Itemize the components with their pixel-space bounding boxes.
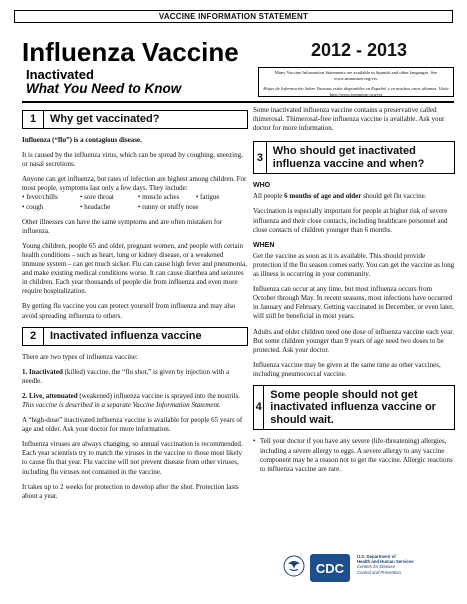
- symptom-item: • sore throat: [79, 193, 114, 202]
- symptom-item: • runny or stuffy nose: [137, 202, 199, 211]
- section-2-paragraph: It takes up to 2 weeks for protection to develop after the shot. Protection lasts about a year.: [22, 482, 239, 500]
- hhs-line: Health and Human Services: [357, 559, 414, 565]
- section-1-paragraph: Young children, people 65 and older, pregnant women, and people with certain health conditions – such as heart, lung or kidney disease, or a weakened immune system – can get much sicker. Flu can cause high fever and pneumonia, and make existing medical conditions worse. It can cause diarrhea and seizures in children. Each year thousands of people die from influenza and even more require hospitalization.: [22, 241, 247, 296]
- section-4-heading: [253, 385, 455, 431]
- when-paragraph: Influenza can occur at any time, but most influenza occurs from October through May. In recent seasons, most infections have occurred in January and February. Getting vaccinated in December, or even later, will still be beneficial in most years.: [253, 285, 454, 321]
- vaccine-type-2: [22, 392, 248, 410]
- section-2-paragraph: Influenza viruses are always changing, so annual vaccination is recommended. Each year scientists try to match the viruses in the vaccine to those most likely to cause flu that year. Flu vaccine will not prevent disease from other viruses, including flu viruses not contained in the vaccine.: [22, 440, 243, 476]
- vaccine-type-2-lead: 2. Live, attenuated: [22, 391, 78, 400]
- section-title: Inactivated influenza vaccine: [50, 329, 202, 342]
- document-subtitle: Inactivated: [26, 67, 94, 82]
- thimerosal-paragraph: Some inactivated influenza vaccine contains a preservative called thimerosal. Thimerosal-free influenza vaccine is available. Ask your doctor for more information.: [253, 106, 445, 133]
- section-1-paragraph: It is caused by the influenza virus, which can be spread by coughing, sneezing, or nasal secretions.: [22, 151, 243, 169]
- footer-logos: [283, 552, 453, 588]
- section-title: Who should get inactivated influenza vaccine and when?: [272, 145, 425, 170]
- section-number: 3: [254, 142, 267, 173]
- vis-header-bar: VACCINE INFORMATION STATEMENT: [14, 10, 453, 23]
- vaccine-type-1-text: (killed) vaccine, the “flu shot,” is given by injection with a needle.: [22, 367, 230, 385]
- language-notice-english: Many Vaccine Information Statements are available in Spanish and other languages. See www.immunize.org/vis.: [274, 70, 438, 81]
- section-1-heading: [22, 110, 248, 129]
- hhs-line: U.S. Department of: [357, 554, 396, 559]
- hhs-line: Control and Prevention: [357, 569, 401, 575]
- section-1-lead: Influenza (“flu”) is a contagious disease.: [22, 136, 142, 144]
- section-number: 1: [23, 111, 44, 128]
- who-text: should get flu vaccine.: [361, 192, 427, 201]
- section-title: Why get vaccinated?: [50, 112, 160, 125]
- who-paragraph: Vaccination is especially important for people at higher risk of severe influenza and their close contacts, including healthcare personnel and close contacts of children younger than 6 months.: [253, 207, 448, 234]
- who-age: 6 months of age and older: [284, 192, 362, 201]
- who-subheading: WHO: [253, 182, 271, 190]
- section-2-paragraph: A “high-dose” inactivated influenza vaccine is available for people 65 years of age and older. Ask your doctor for more information.: [22, 416, 243, 434]
- section-2-heading: [22, 327, 248, 346]
- symptom-item: • muscle aches: [137, 193, 180, 202]
- symptom-item: • headache: [79, 202, 111, 211]
- symptom-item: • cough: [22, 202, 44, 211]
- who-text: All people: [253, 192, 285, 201]
- vaccine-type-1: [22, 368, 248, 386]
- right-column: [253, 106, 455, 474]
- left-column: [22, 110, 248, 507]
- document-title: Influenza Vaccine: [22, 37, 239, 67]
- language-notice-spanish: Hojas de Información Sobre Vacunas están disponibles en Español y en muchos otros idiomas. Visite http://www.immunize.org/vis: [263, 86, 449, 97]
- symptom-item: • fever/chills: [22, 193, 58, 202]
- document-tagline: What You Need to Know: [26, 81, 182, 96]
- when-subheading: WHEN: [253, 241, 275, 249]
- header-divider: [22, 101, 454, 103]
- section-title: Some people should not get inactivated influenza vaccine or should wait.: [270, 388, 436, 426]
- symptom-item: • fatigue: [195, 193, 220, 202]
- vaccine-type-2-note: This vaccine is described in a separate Vaccine Information Statement.: [22, 400, 221, 409]
- season-year: 2012 - 2013: [310, 40, 408, 60]
- section-number: 4: [254, 386, 264, 430]
- list-item: • Tell your doctor if you have any severe (life-threatening) allergies, including a severe allergy to eggs. A severe allergy to any vaccine component may be a reason not to get the vaccine. Allergic reactions to influenza vaccine are rare.: [253, 437, 455, 473]
- section-1-paragraph: Anyone can get influenza, but rates of infection are highest among children. For most people, symptoms last only a few days. They include:: [22, 175, 247, 193]
- when-paragraph: Get the vaccine as soon as it is available. This should provide protection if the flu season comes early. You can get the vaccine as long as illness is occurring in your community.: [253, 251, 455, 279]
- cdc-logo: CDC: [310, 554, 350, 582]
- section-4-list: [253, 437, 455, 473]
- hhs-line: Centers for Disease: [357, 564, 395, 570]
- vaccine-type-1-lead: 1. Inactivated: [22, 367, 63, 376]
- section-number: 2: [23, 328, 44, 345]
- section-2-paragraph: There are two types of influenza vaccine:: [22, 352, 138, 361]
- who-paragraph: [253, 192, 455, 201]
- symptom-list: [22, 193, 248, 211]
- hhs-eagle-icon: [283, 555, 305, 577]
- hhs-agency-text: [357, 554, 457, 575]
- language-notice-box: [258, 67, 454, 97]
- section-3-heading: [253, 141, 455, 174]
- when-paragraph: Adults and older children need one dose of influenza vaccine each year. But some children younger than 9 years of age need two doses to be protected. Ask your doctor.: [253, 327, 454, 354]
- when-paragraph: Influenza vaccine may be given at the same time as other vaccines, including pneumococcal vaccine.: [253, 360, 441, 378]
- section-1-paragraph: By getting flu vaccine you can protect yourself from influenza and may also avoid spreading influenza to others.: [22, 302, 236, 320]
- vaccine-type-2-text: (weakened) influenza vaccine is sprayed into the nostrils.: [77, 391, 240, 400]
- section-1-paragraph: Other illnesses can have the same symptoms and are often mistaken for influenza.: [22, 217, 223, 235]
